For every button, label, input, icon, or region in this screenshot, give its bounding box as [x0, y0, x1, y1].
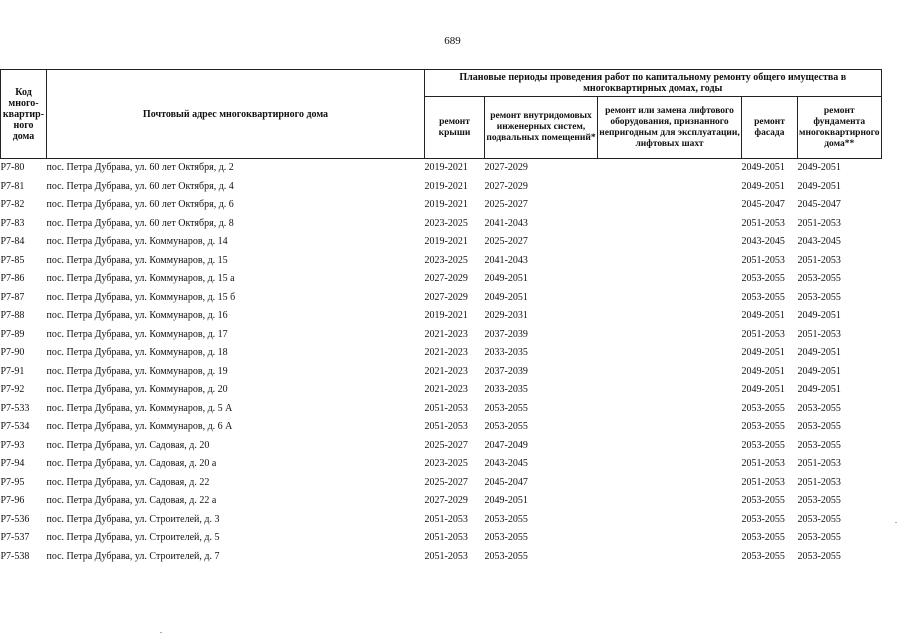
cell-foundation: 2049-2051 — [797, 347, 841, 359]
cell-facade: 2049-2051 — [741, 365, 785, 377]
cell-roof: 2051-2053 — [424, 421, 468, 433]
cell-elevator — [598, 437, 742, 456]
cell-address: пос. Петра Дубрава, ул. Садовая, д. 22 а — [46, 495, 217, 507]
cell-foundation: 2045-2047 — [797, 199, 841, 211]
cell-foundation: 2051-2053 — [797, 328, 841, 340]
cell-roof: 2051-2053 — [424, 532, 468, 544]
cell-engineering: 2043-2045 — [484, 458, 528, 470]
cell-roof: 2019-2021 — [424, 310, 468, 322]
cell-roof: 2025-2027 — [424, 476, 468, 488]
table-row — [1, 400, 882, 419]
cell-elevator — [598, 233, 742, 252]
cell-elevator — [598, 548, 742, 567]
cell-code: Р7-93 — [0, 439, 25, 451]
cell-address: пос. Петра Дубрава, ул. Коммунаров, д. 19 — [46, 365, 228, 377]
cell-foundation: 2053-2055 — [797, 513, 841, 525]
cell-roof: 2021-2023 — [424, 365, 468, 377]
header-elevator: ремонт или замена лифтового оборудования, признанного непригодным для эксплуатации, лифтовых шахт — [598, 97, 742, 159]
cell-roof: 2021-2023 — [424, 384, 468, 396]
table-body — [1, 159, 882, 567]
table-header — [1, 70, 882, 159]
cell-address: пос. Петра Дубрава, ул. 60 лет Октября, д. 2 — [46, 162, 234, 174]
cell-facade: 2053-2055 — [741, 550, 785, 562]
cell-address: пос. Петра Дубрава, ул. Садовая, д. 20 — [46, 439, 210, 451]
cell-code: Р7-536 — [0, 513, 30, 525]
cell-address: пос. Петра Дубрава, ул. Садовая, д. 20 а — [46, 458, 217, 470]
cell-elevator — [598, 511, 742, 530]
cell-address: пос. Петра Дубрава, ул. Коммунаров, д. 18 — [46, 347, 228, 359]
cell-address: пос. Петра Дубрава, ул. Строителей, д. 5 — [46, 532, 220, 544]
cell-engineering: 2053-2055 — [484, 513, 528, 525]
cell-facade: 2053-2055 — [741, 273, 785, 285]
table-row — [1, 307, 882, 326]
cell-facade: 2051-2053 — [741, 217, 785, 229]
header-facade: ремонт фасада — [742, 97, 798, 159]
cell-engineering: 2027-2029 — [484, 162, 528, 174]
cell-facade: 2053-2055 — [741, 421, 785, 433]
cell-code: Р7-96 — [0, 495, 25, 507]
cell-roof: 2025-2027 — [424, 439, 468, 451]
cell-elevator — [598, 381, 742, 400]
cell-engineering: 2029-2031 — [484, 310, 528, 322]
cell-foundation: 2053-2055 — [797, 439, 841, 451]
cell-foundation: 2053-2055 — [797, 550, 841, 562]
cell-code: Р7-94 — [0, 458, 25, 470]
cell-roof: 2051-2053 — [424, 550, 468, 562]
cell-engineering: 2053-2055 — [484, 402, 528, 414]
cell-address: пос. Петра Дубрава, ул. Коммунаров, д. 15 — [46, 254, 228, 266]
cell-facade: 2049-2051 — [741, 310, 785, 322]
cell-code: Р7-84 — [0, 236, 25, 248]
cell-facade: 2053-2055 — [741, 291, 785, 303]
header-foundation: ремонт фундамента многоквартирного дома** — [798, 97, 882, 159]
table-row — [1, 344, 882, 363]
cell-code: Р7-87 — [0, 291, 25, 303]
cell-facade: 2053-2055 — [741, 513, 785, 525]
cell-address: пос. Петра Дубрава, ул. Коммунаров, д. 15 а — [46, 273, 235, 285]
cell-elevator — [598, 455, 742, 474]
table-row — [1, 196, 882, 215]
cell-foundation: 2053-2055 — [797, 291, 841, 303]
cell-roof: 2019-2021 — [424, 162, 468, 174]
cell-code: Р7-86 — [0, 273, 25, 285]
cell-foundation: 2049-2051 — [797, 180, 841, 192]
cell-engineering: 2025-2027 — [484, 236, 528, 248]
cell-engineering: 2053-2055 — [484, 550, 528, 562]
cell-foundation: 2051-2053 — [797, 458, 841, 470]
cell-roof: 2019-2021 — [424, 236, 468, 248]
cell-code: Р7-538 — [0, 550, 30, 562]
table-row — [1, 363, 882, 382]
cell-engineering: 2041-2043 — [484, 254, 528, 266]
cell-address: пос. Петра Дубрава, ул. 60 лет Октября, д. 8 — [46, 217, 234, 229]
cell-code: Р7-80 — [0, 162, 25, 174]
cell-code: Р7-88 — [0, 310, 25, 322]
header-address: Почтовый адрес многоквартирного дома — [47, 70, 425, 159]
cell-foundation: 2053-2055 — [797, 495, 841, 507]
table-row — [1, 215, 882, 234]
cell-foundation: 2053-2055 — [797, 402, 841, 414]
cell-code: Р7-82 — [0, 199, 25, 211]
cell-elevator — [598, 215, 742, 234]
cell-address: пос. Петра Дубрава, ул. Коммунаров, д. 15 б — [46, 291, 236, 303]
cell-code: Р7-83 — [0, 217, 25, 229]
cell-facade: 2043-2045 — [741, 236, 785, 248]
header-engineering: ремонт внутридомовых инженерных систем, подвальных помещений* — [485, 97, 598, 159]
cell-address: пос. Петра Дубрава, ул. Коммунаров, д. 14 — [46, 236, 228, 248]
cell-roof: 2019-2021 — [424, 180, 468, 192]
cell-facade: 2053-2055 — [741, 495, 785, 507]
cell-engineering: 2053-2055 — [484, 421, 528, 433]
cell-address: пос. Петра Дубрава, ул. Коммунаров, д. 5 А — [46, 402, 233, 414]
cell-elevator — [598, 418, 742, 437]
cell-code: Р7-90 — [0, 347, 25, 359]
cell-facade: 2051-2053 — [741, 476, 785, 488]
cell-engineering: 2049-2051 — [484, 273, 528, 285]
capital-repair-table — [0, 69, 882, 566]
cell-engineering: 2049-2051 — [484, 495, 528, 507]
cell-roof: 2051-2053 — [424, 402, 468, 414]
cell-engineering: 2033-2035 — [484, 347, 528, 359]
table-row — [1, 270, 882, 289]
cell-address: пос. Петра Дубрава, ул. Строителей, д. 7 — [46, 550, 220, 562]
cell-engineering: 2049-2051 — [484, 291, 528, 303]
table-row — [1, 289, 882, 308]
table-row — [1, 492, 882, 511]
cell-facade: 2049-2051 — [741, 384, 785, 396]
cell-elevator — [598, 252, 742, 271]
cell-roof: 2027-2029 — [424, 291, 468, 303]
cell-code: Р7-85 — [0, 254, 25, 266]
cell-foundation: 2043-2045 — [797, 236, 841, 248]
header-code: Код много-квартир-ного дома — [1, 70, 47, 159]
cell-code: Р7-81 — [0, 180, 25, 192]
table-row — [1, 159, 882, 178]
cell-code: Р7-534 — [0, 421, 30, 433]
table-row — [1, 233, 882, 252]
cell-elevator — [598, 344, 742, 363]
cell-facade: 2051-2053 — [741, 254, 785, 266]
cell-code: Р7-537 — [0, 532, 30, 544]
table-row — [1, 437, 882, 456]
scan-speck — [160, 632, 162, 633]
cell-facade: 2053-2055 — [741, 532, 785, 544]
cell-foundation: 2053-2055 — [797, 532, 841, 544]
cell-roof: 2027-2029 — [424, 273, 468, 285]
cell-elevator — [598, 270, 742, 289]
cell-elevator — [598, 159, 742, 178]
cell-address: пос. Петра Дубрава, ул. Строителей, д. 3 — [46, 513, 220, 525]
cell-elevator — [598, 363, 742, 382]
cell-elevator — [598, 529, 742, 548]
cell-foundation: 2049-2051 — [797, 162, 841, 174]
cell-facade: 2049-2051 — [741, 162, 785, 174]
cell-foundation: 2053-2055 — [797, 421, 841, 433]
table-row — [1, 548, 882, 567]
table-row — [1, 326, 882, 345]
cell-elevator — [598, 289, 742, 308]
cell-code: Р7-533 — [0, 402, 30, 414]
cell-foundation: 2051-2053 — [797, 476, 841, 488]
table-row — [1, 381, 882, 400]
table-row — [1, 474, 882, 493]
cell-engineering: 2045-2047 — [484, 476, 528, 488]
cell-roof: 2027-2029 — [424, 495, 468, 507]
cell-code: Р7-95 — [0, 476, 25, 488]
cell-roof: 2019-2021 — [424, 199, 468, 211]
cell-address: пос. Петра Дубрава, ул. Садовая, д. 22 — [46, 476, 210, 488]
cell-facade: 2045-2047 — [741, 199, 785, 211]
cell-elevator — [598, 400, 742, 419]
cell-engineering: 2037-2039 — [484, 328, 528, 340]
cell-engineering: 2027-2029 — [484, 180, 528, 192]
scan-speck — [895, 522, 897, 523]
table-row — [1, 252, 882, 271]
cell-facade: 2049-2051 — [741, 180, 785, 192]
table-row — [1, 178, 882, 197]
cell-foundation: 2049-2051 — [797, 310, 841, 322]
cell-roof: 2023-2025 — [424, 458, 468, 470]
cell-engineering: 2033-2035 — [484, 384, 528, 396]
header-periods: Плановые периоды проведения работ по капитальному ремонту общего имущества в многоквартирных домах, годы — [425, 70, 882, 97]
cell-foundation: 2053-2055 — [797, 273, 841, 285]
cell-code: Р7-91 — [0, 365, 25, 377]
cell-facade: 2049-2051 — [741, 347, 785, 359]
table-row — [1, 418, 882, 437]
cell-elevator — [598, 474, 742, 493]
cell-roof: 2023-2025 — [424, 217, 468, 229]
cell-roof: 2051-2053 — [424, 513, 468, 525]
cell-address: пос. Петра Дубрава, ул. 60 лет Октября, д. 6 — [46, 199, 234, 211]
cell-engineering: 2047-2049 — [484, 439, 528, 451]
table-row — [1, 511, 882, 530]
cell-address: пос. Петра Дубрава, ул. Коммунаров, д. 17 — [46, 328, 228, 340]
cell-engineering: 2041-2043 — [484, 217, 528, 229]
cell-facade: 2053-2055 — [741, 439, 785, 451]
cell-engineering: 2025-2027 — [484, 199, 528, 211]
cell-address: пос. Петра Дубрава, ул. Коммунаров, д. 16 — [46, 310, 228, 322]
cell-facade: 2051-2053 — [741, 328, 785, 340]
cell-roof: 2021-2023 — [424, 328, 468, 340]
cell-code: Р7-89 — [0, 328, 25, 340]
cell-address: пос. Петра Дубрава, ул. Коммунаров, д. 20 — [46, 384, 228, 396]
cell-roof: 2021-2023 — [424, 347, 468, 359]
cell-address: пос. Петра Дубрава, ул. 60 лет Октября, д. 4 — [46, 180, 234, 192]
cell-code: Р7-92 — [0, 384, 25, 396]
table-row — [1, 529, 882, 548]
cell-foundation: 2049-2051 — [797, 384, 841, 396]
cell-foundation: 2051-2053 — [797, 217, 841, 229]
cell-foundation: 2049-2051 — [797, 365, 841, 377]
cell-engineering: 2037-2039 — [484, 365, 528, 377]
cell-elevator — [598, 178, 742, 197]
cell-elevator — [598, 326, 742, 345]
cell-elevator — [598, 196, 742, 215]
cell-facade: 2051-2053 — [741, 458, 785, 470]
cell-address: пос. Петра Дубрава, ул. Коммунаров, д. 6 А — [46, 421, 233, 433]
cell-engineering: 2053-2055 — [484, 532, 528, 544]
page-number: 689 — [444, 35, 461, 47]
table-row — [1, 455, 882, 474]
cell-elevator — [598, 307, 742, 326]
cell-elevator — [598, 492, 742, 511]
cell-foundation: 2051-2053 — [797, 254, 841, 266]
header-roof: ремонт крыши — [425, 97, 485, 159]
cell-facade: 2053-2055 — [741, 402, 785, 414]
cell-roof: 2023-2025 — [424, 254, 468, 266]
